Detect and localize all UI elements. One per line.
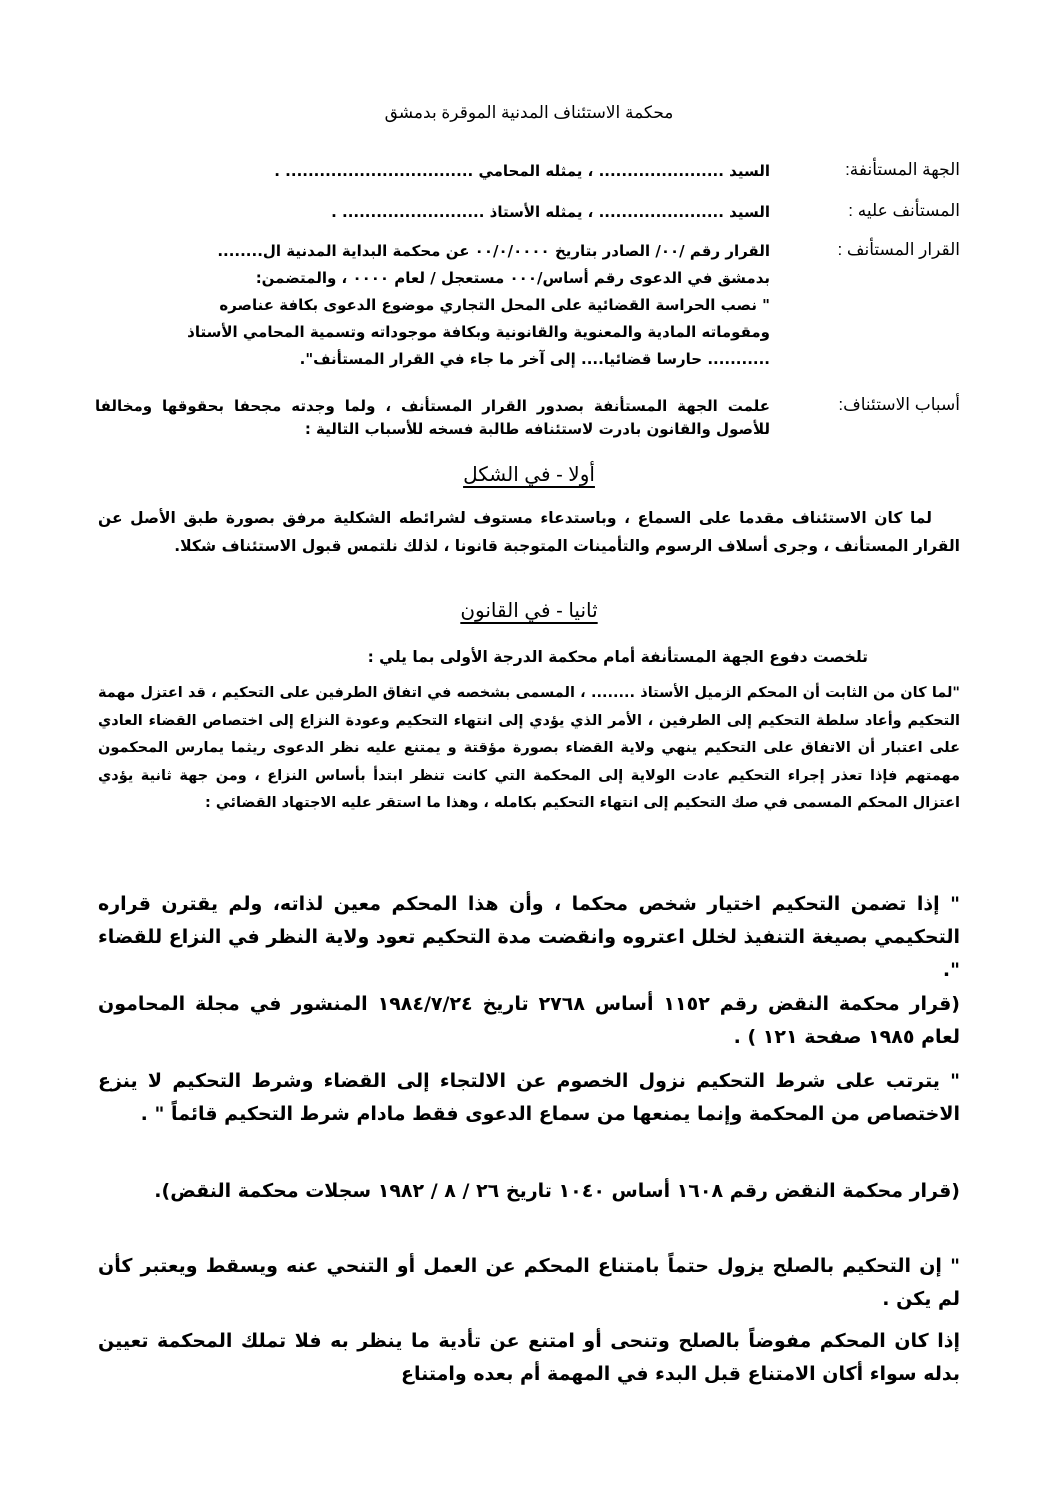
reference-2: (قرار محكمة النقض رقم ١٦٠٨ أساس ١٠٤٠ تاريخ ٢٦ / ٨ / ١٩٨٢ سجلات محكمة النقض).	[154, 1180, 960, 1202]
final-paragraph: إذا كان المحكم مفوضاً بالصلح وتنحى أو امتنع عن تأدية ما ينظر به فلا تملك المحكمة تعيين بدله سواء أكان الامتناع قبل البدء في المهمة أم بعده وامتناع	[98, 1330, 960, 1385]
respondent-row	[95, 201, 960, 225]
appealed-decision-line: بدمشق في الدعوى رقم أساس/٠٠٠ مستعجل / لعام ٠٠٠٠ ، والمتضمن:	[255, 269, 770, 287]
court-title: محكمة الاستئناف المدنية الموقرة بدمشق	[384, 103, 674, 122]
quote-paragraph-4: " إن التحكيم بالصلح يزول حتماً بامتناع المحكم عن العمل أو التنحي عنه ويسقط ويعتبر كأن لم يكن .	[98, 1255, 960, 1310]
quote-paragraph-1: "لما كان من الثابت أن المحكم الزميل الأستاذ ........ ، المسمى بشخصه في اتفاق الطرفين على التحكيم ، قد اعتزل مهمة التحكيم وأعاد سلطة التحكيم إلى الطرفين ، الأمر الذي يؤدي إلى انتهاء التحكيم وعودة النزاع إلى اختصاص القضاء العادي على اعتبار أن الاتفاق على التحكيم ينهي ولاية القضاء بصورة مؤقتة و يمتنع عليه نظر الدعوى ريثما يمارس المحكمون مهمتهم فإذا تعذر إجراء التحكيم عادت الولاية إلى المحكمة التي كانت تنظر ابتدأ بأساس النزاع ، ومن جهة ثانية يؤدي اعتزال المحكم المسمى في صك التحكيم إلى انتهاء التحكيم بكامله ، وهذا ما استقر عليه الاجتهاد القضائي :	[98, 685, 960, 811]
appeal-reasons-row	[95, 395, 960, 455]
appealed-decision-line: ........... حارسا قضائيا.... إلى آخر ما جاء في القرار المستأنف".	[299, 350, 770, 368]
respondent-value: السيد ...................... ، يمثله الأستاذ ......................... .	[331, 203, 770, 221]
heading-law: ثانيا - في القانون	[460, 600, 598, 622]
appealed-decision-line: " نصب الحراسة القضائية على المحل التجاري موضوع الدعوى بكافة عناصره	[219, 296, 770, 314]
appellant-label: الجهة المستأنفة:	[845, 160, 960, 179]
reference-1: (قرار محكمة النقض رقم ١١٥٢ أساس ٢٧٦٨ تاريخ ١٩٨٤/٧/٢٤ المنشور في مجلة المحامون لعام ١٩٨٥ صفحة ١٢١ ) .	[98, 993, 960, 1048]
quote-paragraph-2: " إذا تضمن التحكيم اختيار شخص محكما ، وأن هذا المحكم معين لذاته، ولم يقترن قراره التحكيمي بصيغة التنفيذ لخلل اعتروه وانقضت مدة التحكيم تعود ولاية النظر في النزاع للقضاء ".	[97, 893, 960, 981]
appeal-reasons-label: أسباب الاستئناف:	[838, 395, 960, 414]
quote-paragraph-3: " يترتب على شرط التحكيم نزول الخصوم عن الالتجاء إلى القضاء وشرط التحكيم لا ينزع الاختصاص من المحكمة وإنما يمنعها من سماع الدعوى فقط مادام شرط التحكيم قائماً " .	[98, 1070, 960, 1125]
appealed-decision-line: ومقوماته المادية والمعنوية والقانونية وبكافة موجوداته وتسمية المحامي الأستاذ	[187, 323, 770, 341]
form-paragraph: لما كان الاستئناف مقدما على السماع ، وباستدعاء مستوف لشرائطه الشكلية مرفق بصورة طبق الأصل عن القرار المستأنف ، وجرى أسلاف الرسوم والتأمينات المتوجبة قانونا ، لذلك نلتمس قبول الاستئناف شكلا.	[98, 509, 960, 555]
appealed-decision-label: القرار المستأنف :	[837, 240, 960, 259]
appeal-reasons-text: علمت الجهة المستأنفة بصدور القرار المستأنف ، ولما وجدته مجحفا بحقوقها ومخالفا للأصول والقانون بادرت لاستئنافه طالبة فسخه للأسباب التالية :	[95, 397, 770, 438]
heading-form: أولا - في الشكل	[463, 464, 595, 486]
law-intro: تلخصت دفوع الجهة المستأنفة أمام محكمة الدرجة الأولى بما يلي :	[367, 648, 868, 666]
appellant-value: السيد ...................... ، يمثله المحامي ................................. .	[274, 162, 770, 180]
appealed-decision-row	[95, 240, 960, 380]
respondent-label: المستأنف عليه :	[848, 201, 960, 220]
appellant-row	[95, 160, 960, 184]
appealed-decision-line: القرار رقم /٠٠/ الصادر بتاريخ ٠٠/٠/٠٠٠٠ عن محكمة البداية المدنية ال........	[217, 242, 770, 260]
